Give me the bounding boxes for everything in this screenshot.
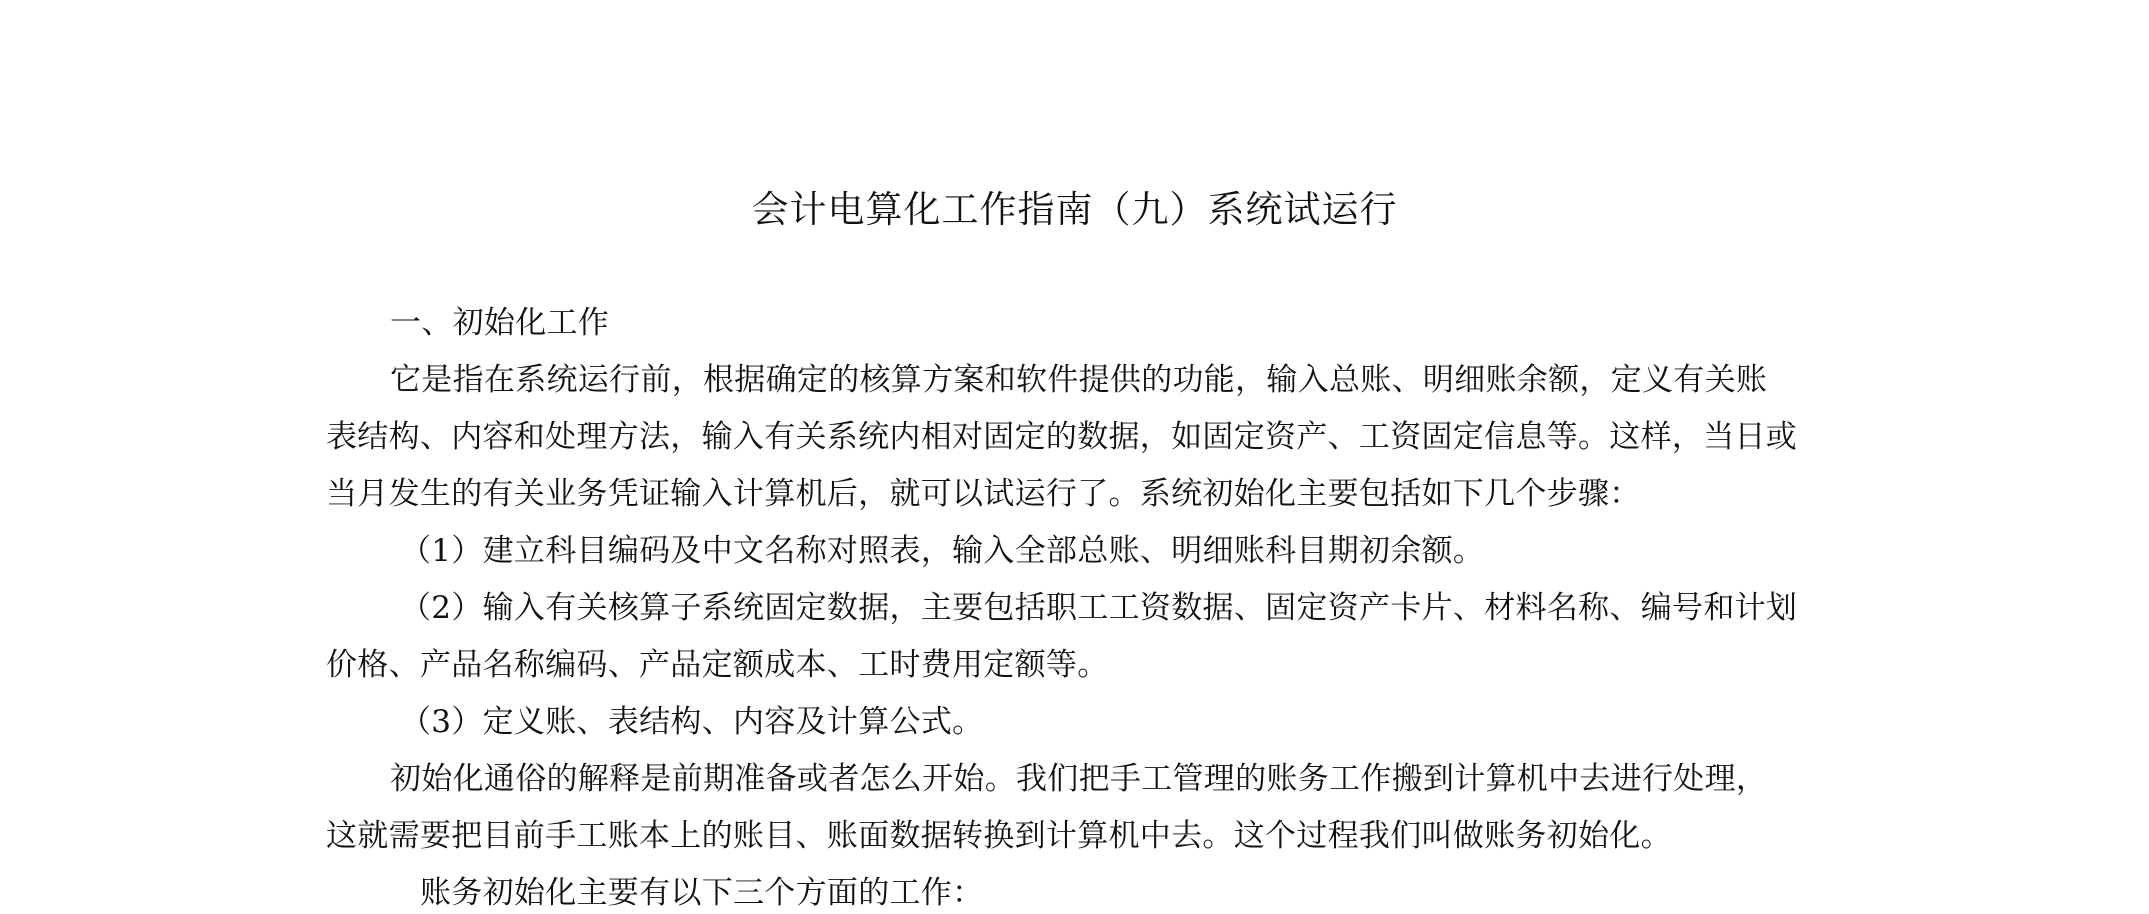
list-item-1: （1）建立科目编码及中文名称对照表，输入全部总账、明细账科目期初余额。 (400, 533, 1485, 569)
paragraph-line: 它是指在系统运行前，根据确定的核算方案和软件提供的功能，输入总账、明细账余额，定义有关账 (390, 362, 1768, 398)
list-item-2: （2）输入有关核算子系统固定数据，主要包括职工工资数据、固定资产卡片、材料名称、编号和计划 (400, 590, 1798, 626)
paragraph-line: 价格、产品名称编码、产品定额成本、工时费用定额等。 (326, 647, 1109, 683)
list-item-3: （3）定义账、表结构、内容及计算公式。 (400, 704, 984, 740)
paragraph-line: 表结构、内容和处理方法，输入有关系统内相对固定的数据，如固定资产、工资固定信息等。这样，当日或 (326, 419, 1798, 455)
paragraph-line: 当月发生的有关业务凭证输入计算机后，就可以试运行了。系统初始化主要包括如下几个步骤： (326, 476, 1641, 512)
paragraph-line: 这就需要把目前手工账本上的账目、账面数据转换到计算机中去。这个过程我们叫做账务初始化。 (326, 818, 1672, 854)
paragraph-line: 初始化通俗的解释是前期准备或者怎么开始。我们把手工管理的账务工作搬到计算机中去进行处理， (390, 761, 1768, 797)
section-heading: 一、初始化工作 (390, 305, 610, 341)
paragraph-line: 账务初始化主要有以下三个方面的工作： (420, 875, 984, 911)
document-title: 会计电算化工作指南（九）系统试运行 (751, 188, 1398, 231)
